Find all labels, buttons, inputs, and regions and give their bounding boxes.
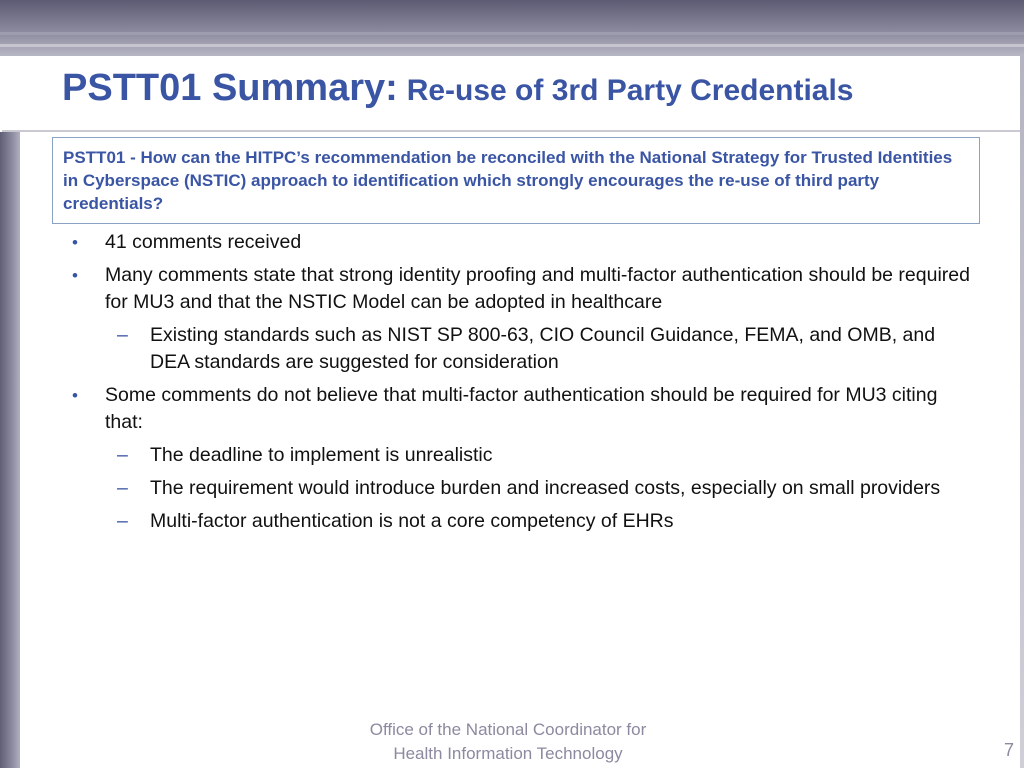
sub-bullet-text: Multi-factor authentication is not a core competency of EHRs [150,510,674,532]
bullet-marker: • [72,266,78,285]
question-box [52,137,980,224]
slide-title-sub: Re-use of 3rd Party Credentials [406,74,854,107]
slide-title-main: PSTT01 Summary: [62,67,398,109]
left-decorative-band [0,132,20,768]
sub-bullet-marker: – [117,510,128,532]
sub-bullet-item [60,442,970,469]
sub-bullet-item [60,322,970,376]
sub-bullet-text: The requirement would introduce burden and increased costs, especially on small providers [150,477,941,499]
bullet-item [60,229,970,256]
bullet-text: Many comments state that strong identity proofing and multi-factor authentication should be required for MU3 and that the NSTIC Model can be adopted in healthcare [105,264,970,313]
bullet-item [60,262,970,316]
top-band-stripe [0,44,1024,47]
sub-bullet-item [60,508,970,535]
bullet-text: 41 comments received [105,231,302,253]
bullet-item [60,382,970,436]
sub-bullet-text: Existing standards such as NIST SP 800-63, CIO Council Guidance, FEMA, and OMB, and DEA standards are suggested for consideration [150,324,936,373]
top-decorative-band [0,0,1024,56]
sub-bullet-marker: – [117,444,128,466]
page-number: 7 [1003,740,1014,760]
right-decorative-band [1020,56,1024,768]
sub-bullet-text: The deadline to implement is unrealistic [150,444,493,466]
slide-title [62,67,854,110]
question-text: PSTT01 - How can the HITPC’s recommendation be reconciled with the National Strategy for Trusted Identities in Cyberspace (NSTIC) approach to identification which strongly encourages the re-use of third party credentials? [63,148,953,213]
bullet-marker: • [72,233,78,252]
footer-line: Health Information Technology [393,744,623,763]
bullet-marker: • [72,386,78,405]
bullet-list [60,229,970,541]
sub-bullet-item [60,475,970,502]
footer [300,718,716,766]
footer-line: Office of the National Coordinator for [369,720,647,739]
sub-bullet-marker: – [117,324,128,346]
top-band-stripe [0,32,1024,35]
sub-bullet-marker: – [117,477,128,499]
bullet-text: Some comments do not believe that multi-factor authentication should be required for MU3 citing that: [105,384,938,433]
